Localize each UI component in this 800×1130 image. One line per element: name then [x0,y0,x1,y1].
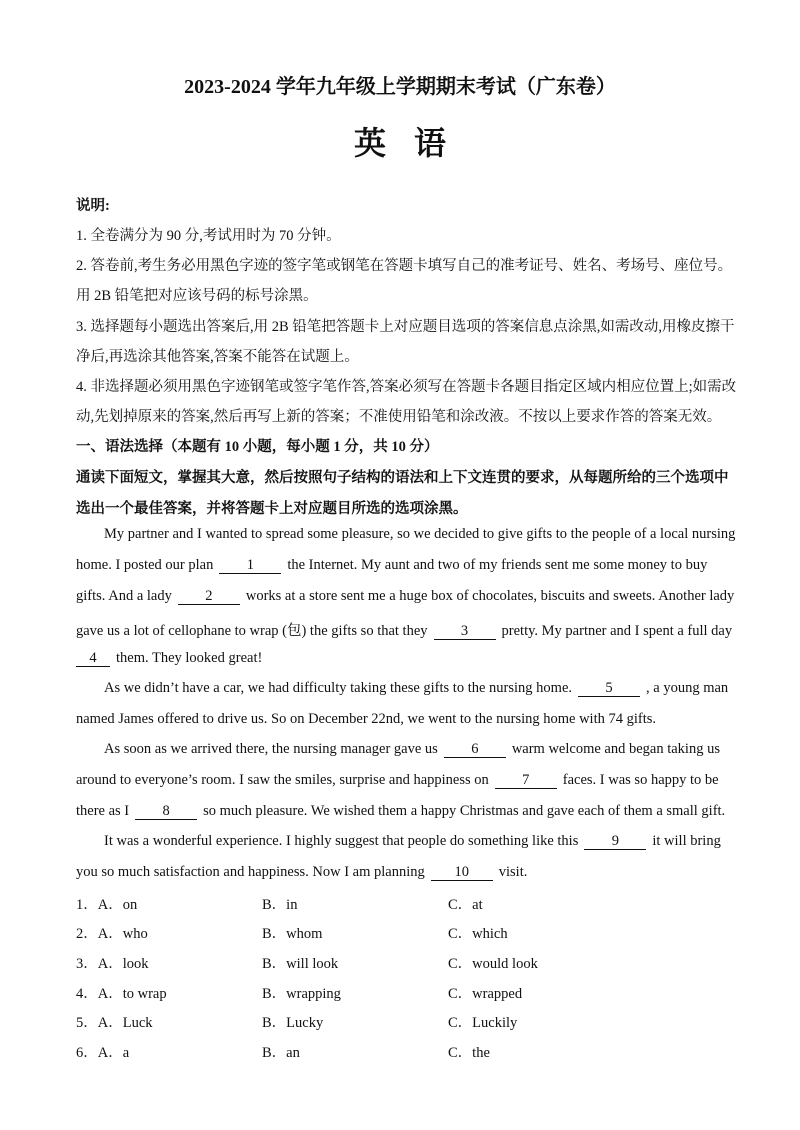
passage-text: named James offered to drive us. So on December 22nd, we went to the nursing home with 74 gifts. [76,711,657,727]
question-row [76,922,726,942]
passage-text: the Internet. My aunt and two of my friends sent me some money to buy [287,557,708,573]
passage-line [76,803,724,820]
section-1-directions-line-1: 通读下面短文，掌握其大意，然后按照句子结构的语法和上下文连贯的要求，从每题所给的三个选项中 [76,470,729,486]
instruction-4-line-1: 4. 非选择题必须用黑色字迹钢笔或签字笔作答,答案必须写在答题卡各题目指定区域内相应位置上;如需改 [76,379,737,395]
passage-text: so much pleasure. We wished them a happy Christmas and gave each of them a small gift. [203,803,726,819]
option-c: C．would look [448,956,538,972]
option-b: B．Lucky [262,1015,324,1031]
option-b: B．in [262,897,298,913]
passage-text: them. They looked great! [116,650,263,666]
passage-line [76,741,752,758]
blank-3: 3 [434,623,496,640]
subject-title: 英语 [353,125,474,161]
passage-line [76,833,752,850]
instruction-3-line-2: 净后,再选涂其他答案,答案不能答在试题上。 [76,349,359,365]
instruction-1: 1. 全卷满分为 90 分,考试用时为 70 分钟。 [76,228,341,244]
question-row [76,1041,726,1061]
passage-text: warm welcome and began taking us [511,741,720,757]
passage-text: As we didn’t have a car, we had difficulty taking these gifts to the nursing home. [104,680,573,696]
passage-text: works at a store sent me a huge box of chocolates, biscuits and sweets. Another lady [245,588,735,604]
option-a: 3．A．look [76,956,149,972]
passage-line [76,772,724,789]
passage-line [76,711,724,728]
option-c: C．Luckily [448,1015,518,1031]
passage-text: gave us a lot of cellophane to wrap (包) the gifts so that they [76,623,428,639]
passage-text: It was a wonderful experience. I highly suggest that people do something like this [104,833,579,849]
option-a: 4．A．to wrap [76,986,167,1002]
blank-7: 7 [495,772,557,789]
option-b: B．an [262,1045,300,1061]
option-a: 5．A．Luck [76,1015,153,1031]
passage-line [76,680,752,697]
section-1-heading: 一、语法选择（本题有 10 小题，每小题 1 分，共 10 分） [76,439,439,455]
question-row [76,1011,726,1031]
passage-text: faces. I was so happy to be [562,772,719,788]
passage-text: As soon as we arrived there, the nursing manager gave us [104,741,438,757]
passage-text: it will bring [652,833,721,849]
option-c: C．wrapped [448,986,523,1002]
passage-text: you so much satisfaction and happiness. Now I am planning [76,864,425,880]
question-row [76,982,726,1002]
option-a: 6．A．a [76,1045,130,1061]
passage-text: around to everyone’s room. I saw the smiles, surprise and happiness on [76,772,489,788]
section-1-directions-line-2: 选出一个最佳答案，并将答题卡上对应题目所选的选项涂黑。 [76,501,468,517]
question-row [76,893,726,913]
instruction-3-line-1: 3. 选择题每小题选出答案后,用 2B 铅笔把答题卡上对应题目选项的答案信息点涂黑,如需改动,用橡皮擦干 [76,319,735,335]
passage-line [76,650,724,667]
passage-text: there as I [76,803,130,819]
blank-8: 8 [135,803,197,820]
instruction-2-line-2: 用 2B 铅笔把对应该号码的标号涂黑。 [76,288,318,304]
passage-text: , a young man [646,680,729,696]
blank-1: 1 [219,557,281,574]
passage-text: visit. [498,864,528,880]
option-b: B．wrapping [262,986,341,1002]
option-a: 1．A．on [76,897,138,913]
passage-text: home. I posted our plan [76,557,214,573]
option-c: C．which [448,926,508,942]
exam-title: 2023-2024 学年九年级上学期期末考试（广东卷） [184,76,616,98]
passage-line [76,619,733,640]
blank-6: 6 [444,741,506,758]
option-c: C．the [448,1045,490,1061]
passage-line [76,526,752,543]
instruction-2-line-1: 2. 答卷前,考生务必用黑色字迹的签字笔或钢笔在答题卡填写自己的准考证号、姓名、考场号、座位号。 [76,258,733,274]
option-b: B．whom [262,926,323,942]
option-a: 2．A．who [76,926,148,942]
option-b: B．will look [262,956,339,972]
instructions-heading: 说明: [76,198,110,214]
passage-text: gifts. And a lady [76,588,172,604]
blank-4: 4 [76,650,110,667]
option-c: C．at [448,897,483,913]
blank-5: 5 [578,680,640,697]
blank-10: 10 [431,864,493,881]
question-row [76,952,726,972]
blank-9: 9 [584,833,646,850]
passage-line [76,557,724,574]
passage-text: My partner and I wanted to spread some pleasure, so we decided to give gifts to the people of a local nursing [104,526,736,542]
blank-2: 2 [178,588,240,605]
passage-line [76,588,735,605]
instruction-4-line-2: 动,先划掉原来的答案,然后再写上新的答案；不准使用铅笔和涂改液。不按以上要求作答的答案无效。 [76,409,722,425]
passage-line [76,864,724,881]
passage-text: pretty. My partner and I spent a full day [501,623,733,639]
